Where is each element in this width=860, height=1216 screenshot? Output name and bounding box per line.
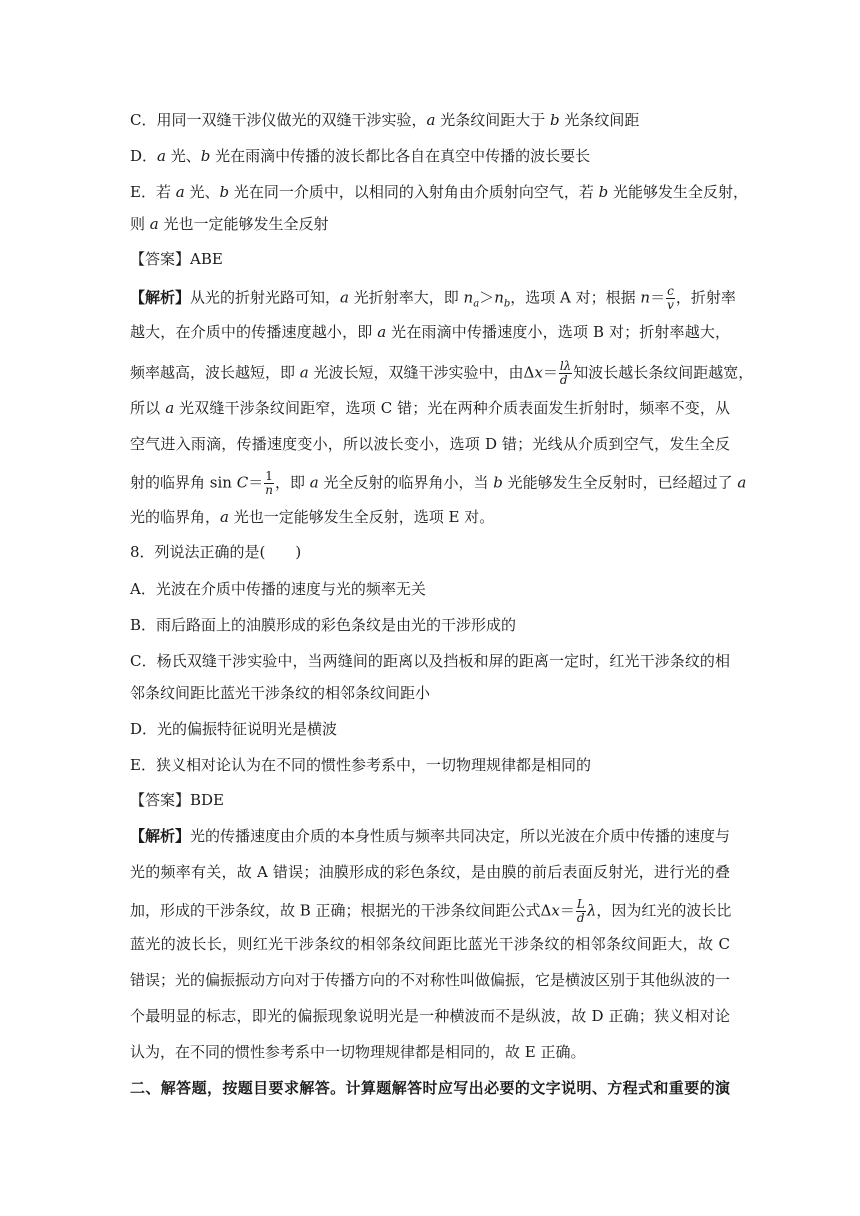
q7-explanation-line6: 射的临界角 sin C＝ $\frac{1}{n}$ ，即 a 光全反射的临界角小，当 b 光能够发生全反射时，已经超过了 a bbox=[130, 469, 747, 497]
q8-option-a: A．光波在介质中传播的速度与光的频率无关 bbox=[130, 580, 426, 598]
q7-explanation-line2: 越大，在介质中的传播速度越小，即 a 光在雨滴中传播速度小，选项 B 对；折射率越大， bbox=[130, 323, 730, 341]
q7-explanation-line1: 【解析】从光的折射光路可知，a 光折射率大，即 $n_a>n_b$，选项 A 对；根据 n＝ $\frac{c}{v}$ ，折射率 bbox=[130, 284, 736, 312]
q8-explanation-line6: 个最明显的标志，即光的偏振现象说明光是一种横波而不是纵波，故 D 正确；狭义相对论 bbox=[130, 1007, 730, 1025]
q8-option-c-line1: C．杨氏双缝干涉实验中，当两缝间的距离以及挡板和屏的距离一定时，红光干涉条纹的相 bbox=[130, 652, 730, 670]
q7-explanation-line7: 光的临界角，a 光也一定能够发生全反射，选项 E 对。 bbox=[130, 508, 495, 526]
q7-answer: 【答案】ABE bbox=[130, 250, 223, 268]
q8-explanation-line2: 光的频率有关，故 A 错误；油膜形成的彩色条纹，是由膜的前后表面反射光，进行光的叠 bbox=[130, 863, 730, 881]
q8-explanation-line7: 认为，在不同的惯性参考系中一切物理规律都是相同的，故 E 正确。 bbox=[130, 1043, 586, 1061]
q8-option-d: D．光的偏振特征说明光是横波 bbox=[130, 720, 338, 738]
fraction-1-over-n: $\frac{1}{n}$ bbox=[265, 469, 273, 497]
q7-option-d: D．a 光、b 光在雨滴中传播的波长都比各自在真空中传播的波长要长 bbox=[130, 147, 591, 165]
q7-explanation-line5: 空气进入雨滴，传播速度变小，所以波长变小，选项 D 错；光线从介质到空气，发生全反 bbox=[130, 435, 730, 453]
q8-option-c-line2: 邻条纹间距比蓝光干涉条纹的相邻条纹间距小 bbox=[130, 684, 431, 702]
q8-explanation-line3: 加，形成的干涉条纹，故 B 正确；根据光的干涉条纹间距公式Δx＝ $\frac{L}{d}$ λ，因为红光的波长比 bbox=[130, 897, 732, 925]
fraction-l-lambda-over-d: $\frac{l\lambda}{d}$ bbox=[559, 359, 572, 387]
q7-explanation-line4: 所以 a 光双缝干涉条纹间距窄，选项 C 错；光在两种介质表面发生折射时，频率不变，从 bbox=[130, 399, 730, 417]
q7-option-c: C．用同一双缝干涉仪做光的双缝干涉实验，a 光条纹间距大于 b 光条纹间距 bbox=[130, 111, 640, 129]
q8-explanation-line4: 蓝光的波长长，则红光干涉条纹的相邻条纹间距比蓝光干涉条纹的相邻条纹间距大，故 C bbox=[130, 935, 730, 953]
q7-option-e-line2: 则 a 光也一定能够发生全反射 bbox=[130, 215, 329, 233]
q8-explanation-line5: 错误；光的偏振振动方向对于传播方向的不对称性叫做偏振，它是横波区别于其他纵波的一 bbox=[130, 971, 731, 989]
q7-explanation-line3: 频率越高，波长越短，即 a 光波长短，双缝干涉实验中，由Δx＝ $\frac{l\lambda}{d}$ 知波长越长条纹间距越宽， bbox=[130, 359, 754, 387]
fraction-L-over-d: $\frac{L}{d}$ bbox=[576, 897, 585, 925]
section-2-heading: 二、解答题，按题目要求解答。计算题解答时应写出必要的文字说明、方程式和重要的演 bbox=[130, 1079, 730, 1097]
q8-option-b: B．雨后路面上的油膜形成的彩色条纹是由光的干涉形成的 bbox=[130, 616, 517, 634]
q8-option-e: E．狭义相对论认为在不同的惯性参考系中，一切物理规律都是相同的 bbox=[130, 756, 591, 774]
q8-explanation-line1: 【解析】光的传播速度由介质的本身性质与频率共同决定，所以光波在介质中传播的速度与 bbox=[130, 827, 731, 845]
q8-stem: 8．列说法正确的是( ) bbox=[130, 543, 302, 561]
q7-option-e-line1: E．若 a 光、b 光在同一介质中，以相同的入射角由介质射向空气，若 b 光能够发生全反射， bbox=[130, 183, 748, 201]
fraction-c-over-v: $\frac{c}{v}$ bbox=[667, 284, 674, 312]
q8-answer: 【答案】BDE bbox=[130, 791, 224, 809]
